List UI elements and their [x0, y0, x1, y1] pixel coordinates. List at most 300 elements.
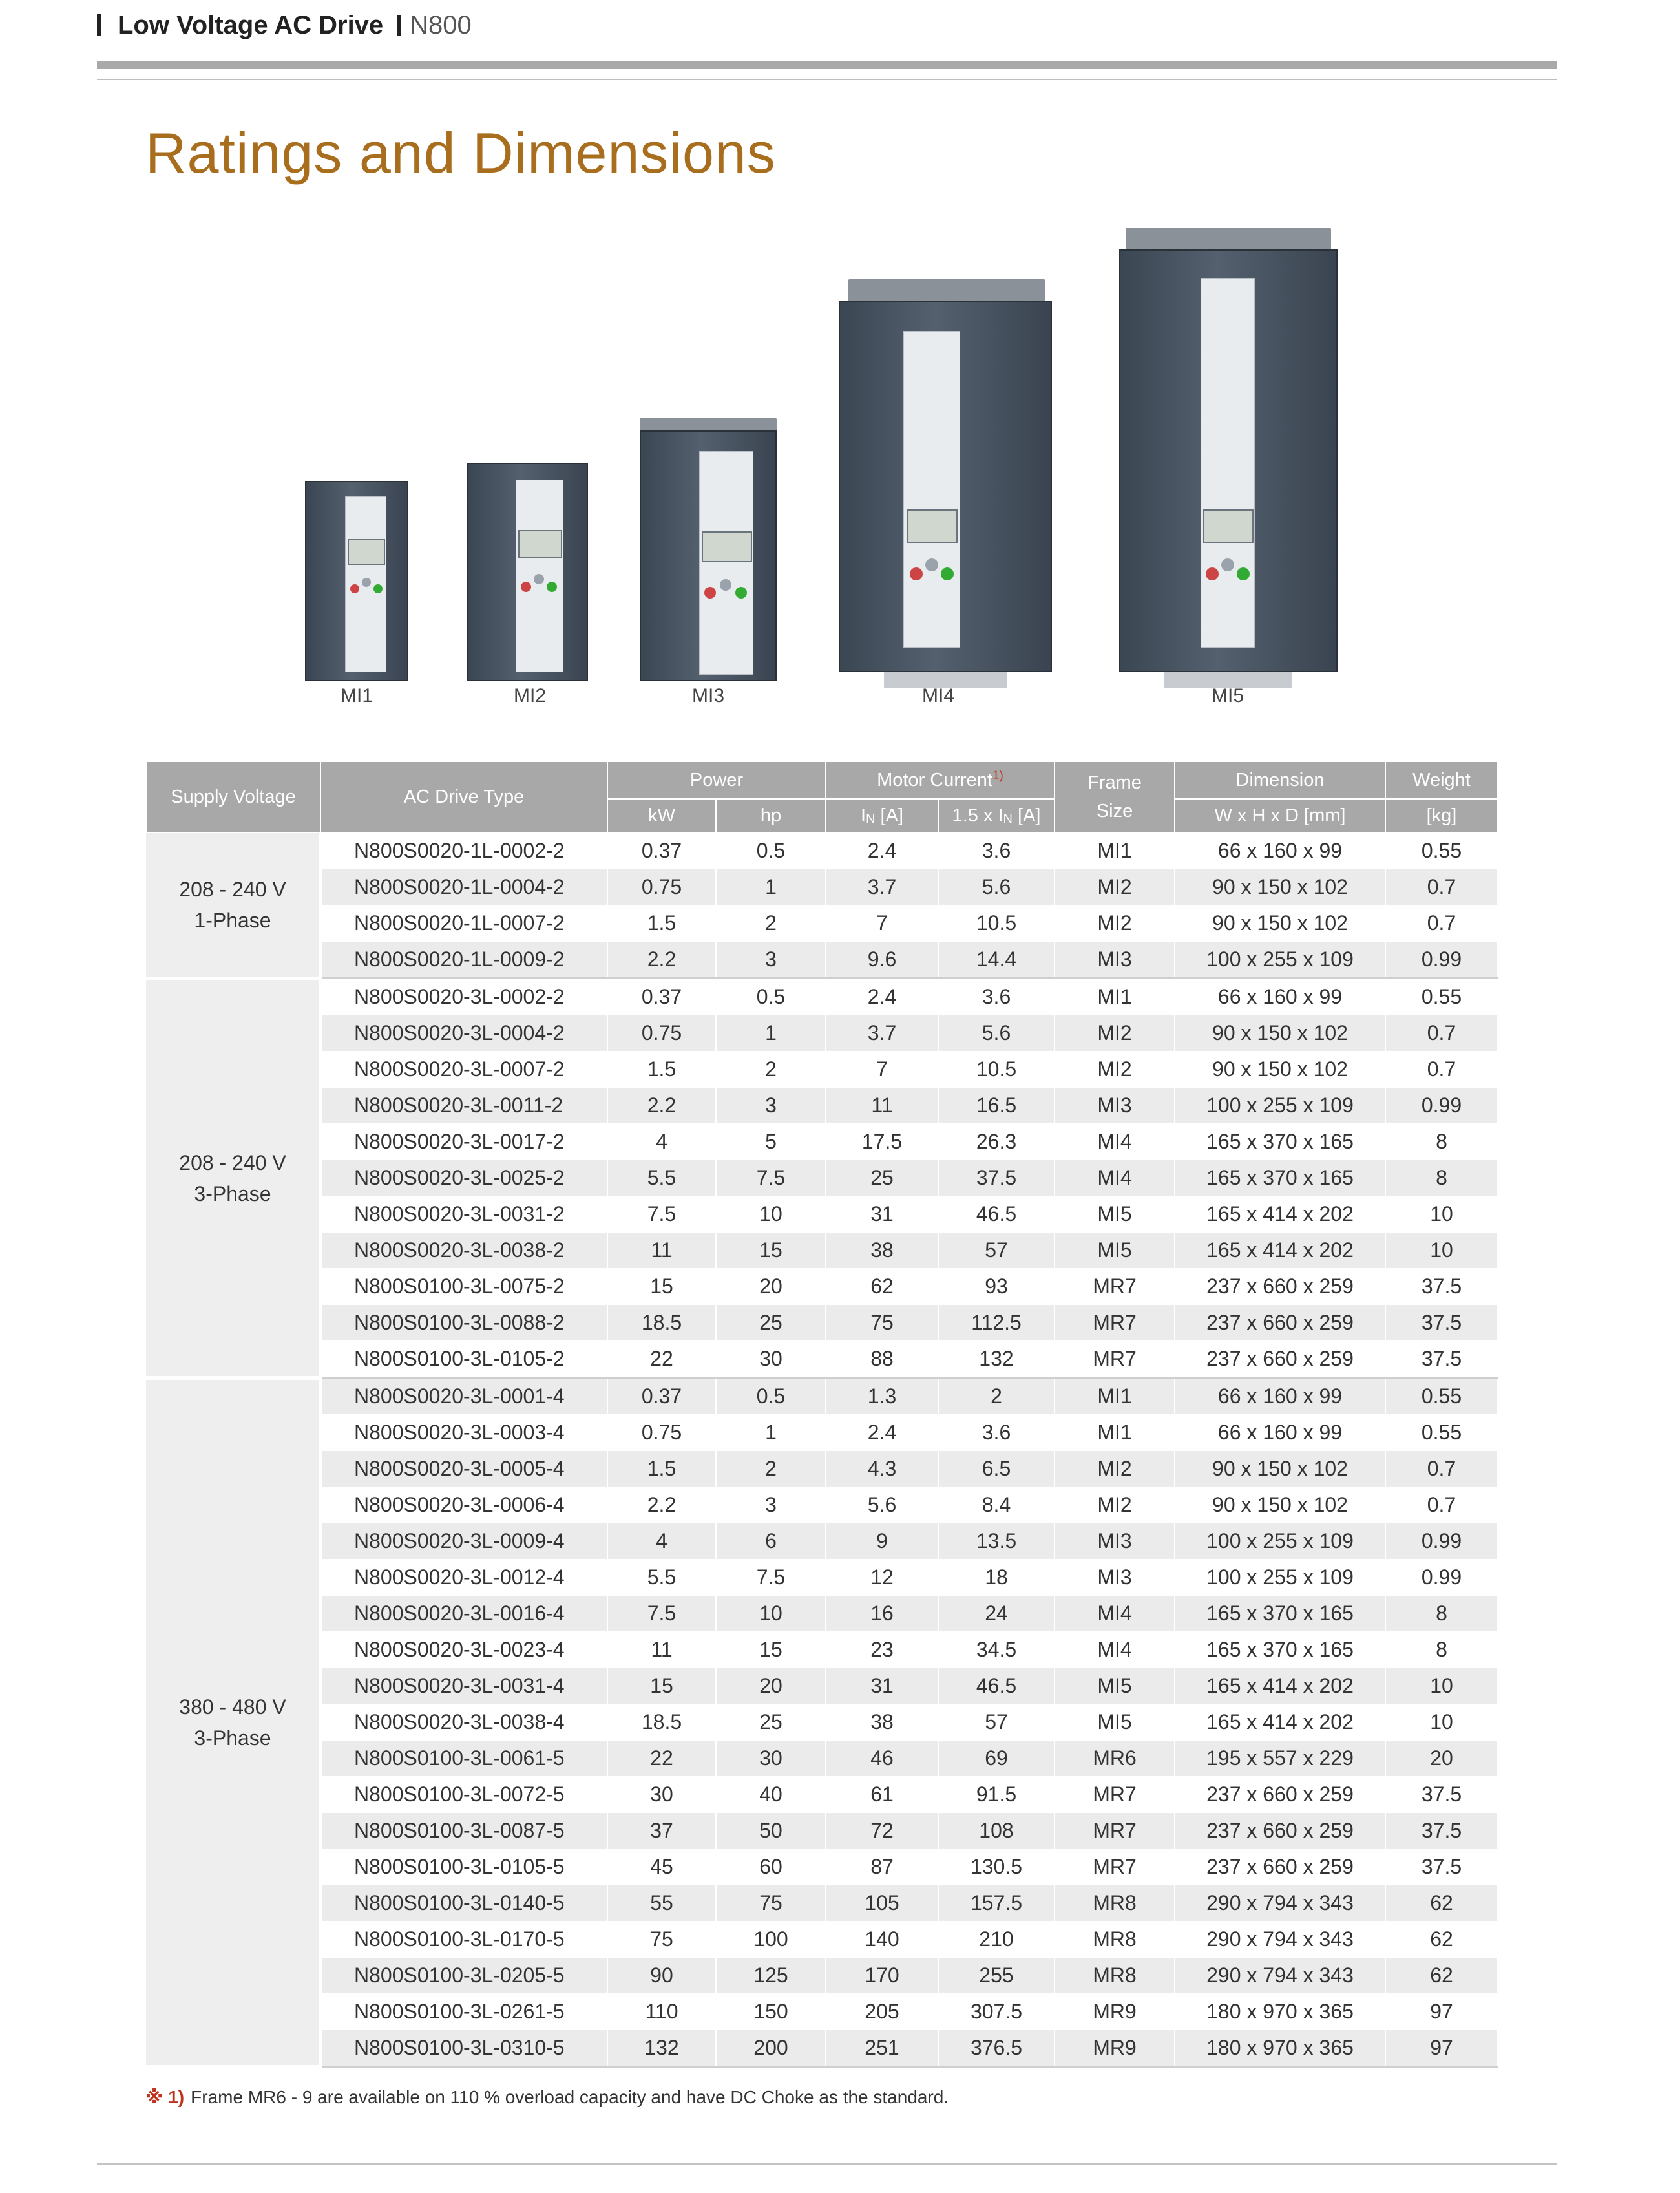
cell-weight: 62 — [1385, 1885, 1498, 1922]
cell-hp: 125 — [716, 1958, 826, 1994]
table-row — [146, 979, 1498, 1015]
cell-frame: MI3 — [1055, 942, 1175, 979]
cell-hp: 2 — [716, 906, 826, 942]
cell-type: N800S0020-3L-0031-2 — [320, 1196, 607, 1233]
cell-in15: 13.5 — [938, 1523, 1055, 1560]
cell-kw: 0.37 — [607, 979, 716, 1015]
cell-type: N800S0100-3L-0105-2 — [320, 1341, 607, 1378]
cell-kw: 22 — [607, 1341, 716, 1378]
cell-hp: 2 — [716, 1052, 826, 1088]
cell-type: N800S0100-3L-0061-5 — [320, 1741, 607, 1777]
cell-in: 16 — [826, 1596, 938, 1632]
cell-kw: 0.75 — [607, 869, 716, 906]
cell-in15: 10.5 — [938, 906, 1055, 942]
cell-weight: 8 — [1385, 1160, 1498, 1196]
cell-frame: MI2 — [1055, 869, 1175, 906]
table-row — [146, 2030, 1498, 2067]
table-row — [146, 1052, 1498, 1088]
cell-in: 3.7 — [826, 1015, 938, 1052]
table-row — [146, 1958, 1498, 1994]
cell-in15: 18 — [938, 1560, 1055, 1596]
cell-type: N800S0020-3L-0006-4 — [320, 1487, 607, 1523]
cell-in15: 69 — [938, 1741, 1055, 1777]
cell-in: 3.7 — [826, 869, 938, 906]
cell-in: 2.4 — [826, 832, 938, 869]
cell-type: N800S0020-3L-0002-2 — [320, 979, 607, 1015]
footer-rule — [97, 2163, 1557, 2165]
cell-in15: 157.5 — [938, 1885, 1055, 1922]
header-dimension-unit: W x H x D [mm] — [1175, 799, 1385, 832]
cell-type: N800S0020-3L-0038-2 — [320, 1233, 607, 1269]
cell-type: N800S0100-3L-0087-5 — [320, 1813, 607, 1849]
cell-frame: MI2 — [1055, 1015, 1175, 1052]
cell-hp: 1 — [716, 869, 826, 906]
cell-in: 1.3 — [826, 1378, 938, 1415]
cell-in15: 46.5 — [938, 1668, 1055, 1704]
cell-in15: 46.5 — [938, 1196, 1055, 1233]
header-supply-voltage: Supply Voltage — [146, 761, 320, 832]
header-ac-drive-type: AC Drive Type — [320, 761, 607, 832]
cell-frame: MI4 — [1055, 1632, 1175, 1668]
cell-weight: 37.5 — [1385, 1849, 1498, 1885]
cell-in15: 132 — [938, 1341, 1055, 1378]
cell-in15: 91.5 — [938, 1777, 1055, 1813]
cell-kw: 15 — [607, 1668, 716, 1704]
cell-type: N800S0020-3L-0025-2 — [320, 1160, 607, 1196]
cell-kw: 0.75 — [607, 1415, 716, 1451]
cell-frame: MR8 — [1055, 1922, 1175, 1958]
cell-weight: 62 — [1385, 1922, 1498, 1958]
cell-weight: 0.7 — [1385, 1015, 1498, 1052]
cell-hp: 25 — [716, 1305, 826, 1341]
table-row — [146, 1233, 1498, 1269]
header-current-15in — [938, 799, 1055, 832]
cell-weight: 8 — [1385, 1632, 1498, 1668]
cell-frame: MI2 — [1055, 1487, 1175, 1523]
cell-frame: MI4 — [1055, 1160, 1175, 1196]
cell-dimension: 90 x 150 x 102 — [1175, 1487, 1385, 1523]
cell-frame: MR6 — [1055, 1741, 1175, 1777]
cell-in: 105 — [826, 1885, 938, 1922]
cell-in15: 3.6 — [938, 832, 1055, 869]
cell-hp: 7.5 — [716, 1160, 826, 1196]
cell-kw: 0.37 — [607, 832, 716, 869]
cell-weight: 97 — [1385, 2030, 1498, 2067]
cell-kw: 45 — [607, 1849, 716, 1885]
cell-type: N800S0020-3L-0011-2 — [320, 1088, 607, 1124]
cell-hp: 20 — [716, 1269, 826, 1305]
cell-hp: 10 — [716, 1596, 826, 1632]
cell-type: N800S0020-3L-0017-2 — [320, 1124, 607, 1160]
cell-in: 12 — [826, 1560, 938, 1596]
cell-kw: 18.5 — [607, 1305, 716, 1341]
table-row — [146, 1160, 1498, 1196]
cell-weight: 0.7 — [1385, 1451, 1498, 1487]
cell-weight: 10 — [1385, 1668, 1498, 1704]
cell-type: N800S0100-3L-0205-5 — [320, 1958, 607, 1994]
cell-dimension: 237 x 660 x 259 — [1175, 1341, 1385, 1378]
cell-weight: 37.5 — [1385, 1813, 1498, 1849]
cell-hp: 150 — [716, 1994, 826, 2030]
cell-dimension: 66 x 160 x 99 — [1175, 1415, 1385, 1451]
drive-image-mi1 — [305, 481, 408, 681]
cell-hp: 3 — [716, 942, 826, 979]
cell-kw: 22 — [607, 1741, 716, 1777]
cell-in15: 3.6 — [938, 979, 1055, 1015]
cell-frame: MI3 — [1055, 1523, 1175, 1560]
cell-frame: MR7 — [1055, 1269, 1175, 1305]
cell-in: 31 — [826, 1196, 938, 1233]
page-title: Ratings and Dimensions — [145, 121, 776, 185]
cell-dimension: 237 x 660 x 259 — [1175, 1305, 1385, 1341]
cell-frame: MR8 — [1055, 1885, 1175, 1922]
cell-dimension: 237 x 660 x 259 — [1175, 1269, 1385, 1305]
cell-kw: 37 — [607, 1813, 716, 1849]
cell-in15: 10.5 — [938, 1052, 1055, 1088]
cell-in15: 5.6 — [938, 1015, 1055, 1052]
cell-hp: 7.5 — [716, 1560, 826, 1596]
cell-weight: 0.99 — [1385, 1088, 1498, 1124]
drive-image-mi5 — [1119, 228, 1338, 672]
table-row — [146, 1994, 1498, 2030]
cell-frame: MI3 — [1055, 1088, 1175, 1124]
cell-hp: 30 — [716, 1741, 826, 1777]
table-row — [146, 1777, 1498, 1813]
drive-image-mi2 — [467, 463, 588, 681]
cell-in: 2.4 — [826, 979, 938, 1015]
page-header — [97, 9, 472, 41]
cell-type: N800S0020-3L-0005-4 — [320, 1451, 607, 1487]
cell-dimension: 66 x 160 x 99 — [1175, 832, 1385, 869]
cell-in: 5.6 — [826, 1487, 938, 1523]
cell-in15: 307.5 — [938, 1994, 1055, 2030]
frame-label-mi3: MI3 — [691, 685, 725, 706]
cell-dimension: 90 x 150 x 102 — [1175, 1451, 1385, 1487]
cell-frame: MI2 — [1055, 1052, 1175, 1088]
cell-dimension: 180 x 970 x 365 — [1175, 2030, 1385, 2067]
table-row — [146, 1088, 1498, 1124]
cell-kw: 2.2 — [607, 1487, 716, 1523]
cell-type: N800S0100-3L-0170-5 — [320, 1922, 607, 1958]
cell-dimension: 66 x 160 x 99 — [1175, 1378, 1385, 1415]
cell-in: 251 — [826, 2030, 938, 2067]
cell-hp: 15 — [716, 1233, 826, 1269]
cell-weight: 8 — [1385, 1124, 1498, 1160]
cell-type: N800S0020-1L-0009-2 — [320, 942, 607, 979]
table-row — [146, 1922, 1498, 1958]
header-current-15in-suffix: [A] — [1012, 805, 1041, 826]
cell-in15: 57 — [938, 1704, 1055, 1741]
cell-dimension: 165 x 370 x 165 — [1175, 1596, 1385, 1632]
cell-kw: 7.5 — [607, 1596, 716, 1632]
cell-weight: 8 — [1385, 1596, 1498, 1632]
cell-type: N800S0020-3L-0012-4 — [320, 1560, 607, 1596]
cell-dimension: 165 x 370 x 165 — [1175, 1160, 1385, 1196]
cell-kw: 11 — [607, 1632, 716, 1668]
cell-type: N800S0020-3L-0007-2 — [320, 1052, 607, 1088]
footnote-ref-1: 1) — [992, 769, 1003, 783]
header-weight-unit: [kg] — [1385, 799, 1498, 832]
table-row — [146, 1487, 1498, 1523]
cell-type: N800S0020-3L-0001-4 — [320, 1378, 607, 1415]
cell-weight: 10 — [1385, 1704, 1498, 1741]
cell-weight: 0.55 — [1385, 1378, 1498, 1415]
table-row — [146, 1813, 1498, 1849]
cell-dimension: 90 x 150 x 102 — [1175, 869, 1385, 906]
header-power: Power — [607, 761, 826, 799]
cell-frame: MI4 — [1055, 1124, 1175, 1160]
table-row — [146, 1015, 1498, 1052]
cell-type: N800S0020-3L-0031-4 — [320, 1668, 607, 1704]
cell-in15: 108 — [938, 1813, 1055, 1849]
table-row — [146, 906, 1498, 942]
cell-in: 205 — [826, 1994, 938, 2030]
cell-weight: 0.7 — [1385, 1487, 1498, 1523]
header-rule-thin — [97, 79, 1557, 80]
cell-frame: MI5 — [1055, 1704, 1175, 1741]
drive-image-mi3 — [640, 418, 777, 681]
header-current-in-sub: N — [866, 811, 876, 826]
cell-in: 72 — [826, 1813, 938, 1849]
footnote-mark: ※ — [145, 2087, 163, 2107]
cell-in: 88 — [826, 1341, 938, 1378]
cell-dimension: 90 x 150 x 102 — [1175, 906, 1385, 942]
table-row — [146, 1885, 1498, 1922]
cell-weight: 37.5 — [1385, 1269, 1498, 1305]
cell-kw: 132 — [607, 2030, 716, 2067]
cell-kw: 0.75 — [607, 1015, 716, 1052]
cell-frame: MI1 — [1055, 1415, 1175, 1451]
cell-hp: 1 — [716, 1415, 826, 1451]
cell-kw: 110 — [607, 1994, 716, 2030]
cell-weight: 10 — [1385, 1196, 1498, 1233]
table-row — [146, 1451, 1498, 1487]
cell-type: N800S0100-3L-0088-2 — [320, 1305, 607, 1341]
supply-voltage-cell: 208 - 240 V 1-Phase — [146, 832, 320, 979]
cell-weight: 0.99 — [1385, 1560, 1498, 1596]
cell-hp: 2 — [716, 1451, 826, 1487]
cell-dimension: 165 x 370 x 165 — [1175, 1124, 1385, 1160]
cell-type: N800S0020-3L-0009-4 — [320, 1523, 607, 1560]
cell-type: N800S0020-3L-0023-4 — [320, 1632, 607, 1668]
cell-type: N800S0020-3L-0004-2 — [320, 1015, 607, 1052]
footnote-text: Frame MR6 - 9 are available on 110 % overload capacity and have DC Choke as the standard. — [191, 2087, 949, 2107]
header-current-in-suffix: [A] — [875, 805, 904, 826]
cell-frame: MI1 — [1055, 979, 1175, 1015]
header-current-in — [826, 799, 938, 832]
footnote-number: 1) — [168, 2087, 185, 2107]
cell-weight: 0.99 — [1385, 1523, 1498, 1560]
cell-type: N800S0020-1L-0002-2 — [320, 832, 607, 869]
cell-dimension: 90 x 150 x 102 — [1175, 1015, 1385, 1052]
cell-weight: 0.7 — [1385, 906, 1498, 942]
cell-kw: 90 — [607, 1958, 716, 1994]
cell-weight: 37.5 — [1385, 1305, 1498, 1341]
cell-kw: 7.5 — [607, 1196, 716, 1233]
cell-type: N800S0020-1L-0004-2 — [320, 869, 607, 906]
header-model: N800 — [410, 10, 472, 39]
cell-type: N800S0020-3L-0016-4 — [320, 1596, 607, 1632]
ratings-table-body — [146, 832, 1498, 2067]
cell-dimension: 290 x 794 x 343 — [1175, 1885, 1385, 1922]
cell-weight: 37.5 — [1385, 1341, 1498, 1378]
cell-hp: 0.5 — [716, 832, 826, 869]
cell-in: 38 — [826, 1704, 938, 1741]
frame-label-mi2: MI2 — [513, 685, 547, 706]
supply-voltage-cell: 380 - 480 V 3-Phase — [146, 1378, 320, 2067]
cell-in15: 210 — [938, 1922, 1055, 1958]
cell-kw: 75 — [607, 1922, 716, 1958]
cell-kw: 2.2 — [607, 942, 716, 979]
cell-in15: 6.5 — [938, 1451, 1055, 1487]
cell-hp: 30 — [716, 1341, 826, 1378]
cell-in: 7 — [826, 1052, 938, 1088]
cell-hp: 15 — [716, 1632, 826, 1668]
header-weight: Weight — [1385, 761, 1498, 799]
header-current-15in-sub: N — [1003, 811, 1013, 826]
cell-frame: MR7 — [1055, 1305, 1175, 1341]
cell-hp: 100 — [716, 1922, 826, 1958]
cell-hp: 5 — [716, 1124, 826, 1160]
cell-in: 170 — [826, 1958, 938, 1994]
cell-dimension: 165 x 370 x 165 — [1175, 1632, 1385, 1668]
table-row — [146, 1560, 1498, 1596]
cell-dimension: 66 x 160 x 99 — [1175, 979, 1385, 1015]
cell-dimension: 180 x 970 x 365 — [1175, 1994, 1385, 2030]
cell-in: 7 — [826, 906, 938, 942]
frame-label-mi4: MI4 — [921, 685, 955, 706]
footnote — [145, 2086, 949, 2108]
cell-kw: 4 — [607, 1523, 716, 1560]
table-row — [146, 1269, 1498, 1305]
cell-weight: 97 — [1385, 1994, 1498, 2030]
header-power-hp: hp — [716, 799, 826, 832]
frame-label-mi5: MI5 — [1211, 685, 1244, 706]
header-current-in-prefix: I — [860, 805, 866, 826]
cell-dimension: 237 x 660 x 259 — [1175, 1777, 1385, 1813]
cell-kw: 55 — [607, 1885, 716, 1922]
cell-in: 9 — [826, 1523, 938, 1560]
cell-weight: 20 — [1385, 1741, 1498, 1777]
cell-kw: 15 — [607, 1269, 716, 1305]
cell-kw: 1.5 — [607, 1451, 716, 1487]
header-frame: Frame — [1087, 772, 1142, 793]
cell-weight: 0.55 — [1385, 979, 1498, 1015]
cell-in: 4.3 — [826, 1451, 938, 1487]
header-frame-size — [1055, 761, 1175, 832]
cell-frame: MI5 — [1055, 1196, 1175, 1233]
cell-in: 9.6 — [826, 942, 938, 979]
cell-hp: 40 — [716, 1777, 826, 1813]
cell-type: N800S0100-3L-0140-5 — [320, 1885, 607, 1922]
cell-type: N800S0100-3L-0105-5 — [320, 1849, 607, 1885]
cell-weight: 37.5 — [1385, 1777, 1498, 1813]
table-row — [146, 1305, 1498, 1341]
cell-hp: 75 — [716, 1885, 826, 1922]
cell-dimension: 237 x 660 x 259 — [1175, 1849, 1385, 1885]
cell-in15: 376.5 — [938, 2030, 1055, 2067]
cell-dimension: 165 x 414 x 202 — [1175, 1196, 1385, 1233]
cell-in15: 255 — [938, 1958, 1055, 1994]
cell-in: 75 — [826, 1305, 938, 1341]
cell-kw: 18.5 — [607, 1704, 716, 1741]
cell-in: 140 — [826, 1922, 938, 1958]
cell-in15: 130.5 — [938, 1849, 1055, 1885]
cell-frame: MI1 — [1055, 832, 1175, 869]
cell-frame: MI5 — [1055, 1668, 1175, 1704]
cell-in15: 34.5 — [938, 1632, 1055, 1668]
header-rule — [97, 61, 1557, 69]
product-gallery — [284, 187, 1389, 743]
header-title: Low Voltage AC Drive — [118, 10, 384, 39]
cell-in: 87 — [826, 1849, 938, 1885]
supply-voltage-cell: 208 - 240 V 3-Phase — [146, 979, 320, 1378]
cell-in15: 5.6 — [938, 869, 1055, 906]
cell-dimension: 100 x 255 x 109 — [1175, 942, 1385, 979]
cell-frame: MI1 — [1055, 1378, 1175, 1415]
cell-frame: MR7 — [1055, 1849, 1175, 1885]
cell-weight: 10 — [1385, 1233, 1498, 1269]
cell-in: 38 — [826, 1233, 938, 1269]
table-row — [146, 869, 1498, 906]
cell-in15: 8.4 — [938, 1487, 1055, 1523]
cell-frame: MI2 — [1055, 906, 1175, 942]
cell-in: 11 — [826, 1088, 938, 1124]
cell-in15: 24 — [938, 1596, 1055, 1632]
table-row — [146, 1523, 1498, 1560]
cell-frame: MI5 — [1055, 1233, 1175, 1269]
cell-in15: 3.6 — [938, 1415, 1055, 1451]
cell-in15: 26.3 — [938, 1124, 1055, 1160]
cell-frame: MI3 — [1055, 1560, 1175, 1596]
ratings-table — [145, 761, 1498, 2069]
cell-in15: 2 — [938, 1378, 1055, 1415]
cell-frame: MI2 — [1055, 1451, 1175, 1487]
cell-hp: 6 — [716, 1523, 826, 1560]
cell-type: N800S0100-3L-0261-5 — [320, 1994, 607, 2030]
cell-dimension: 100 x 255 x 109 — [1175, 1560, 1385, 1596]
header-dimension: Dimension — [1175, 761, 1385, 799]
cell-type: N800S0100-3L-0072-5 — [320, 1777, 607, 1813]
cell-hp: 3 — [716, 1088, 826, 1124]
cell-in15: 16.5 — [938, 1088, 1055, 1124]
table-row — [146, 1196, 1498, 1233]
cell-dimension: 165 x 414 x 202 — [1175, 1668, 1385, 1704]
table-row — [146, 942, 1498, 979]
header-current-15in-prefix: 1.5 x I — [952, 805, 1003, 826]
table-row — [146, 832, 1498, 869]
table-row — [146, 1124, 1498, 1160]
cell-kw: 11 — [607, 1233, 716, 1269]
cell-type: N800S0020-1L-0007-2 — [320, 906, 607, 942]
cell-type: N800S0020-3L-0003-4 — [320, 1415, 607, 1451]
cell-dimension: 290 x 794 x 343 — [1175, 1958, 1385, 1994]
frame-label-mi1: MI1 — [340, 685, 373, 706]
cell-kw: 2.2 — [607, 1088, 716, 1124]
table-row — [146, 1849, 1498, 1885]
cell-hp: 20 — [716, 1668, 826, 1704]
cell-hp: 0.5 — [716, 979, 826, 1015]
cell-weight: 62 — [1385, 1958, 1498, 1994]
cell-frame: MR7 — [1055, 1777, 1175, 1813]
cell-in: 25 — [826, 1160, 938, 1196]
cell-dimension: 290 x 794 x 343 — [1175, 1922, 1385, 1958]
cell-hp: 25 — [716, 1704, 826, 1741]
cell-dimension: 165 x 414 x 202 — [1175, 1704, 1385, 1741]
cell-in15: 14.4 — [938, 942, 1055, 979]
cell-kw: 1.5 — [607, 1052, 716, 1088]
cell-hp: 60 — [716, 1849, 826, 1885]
